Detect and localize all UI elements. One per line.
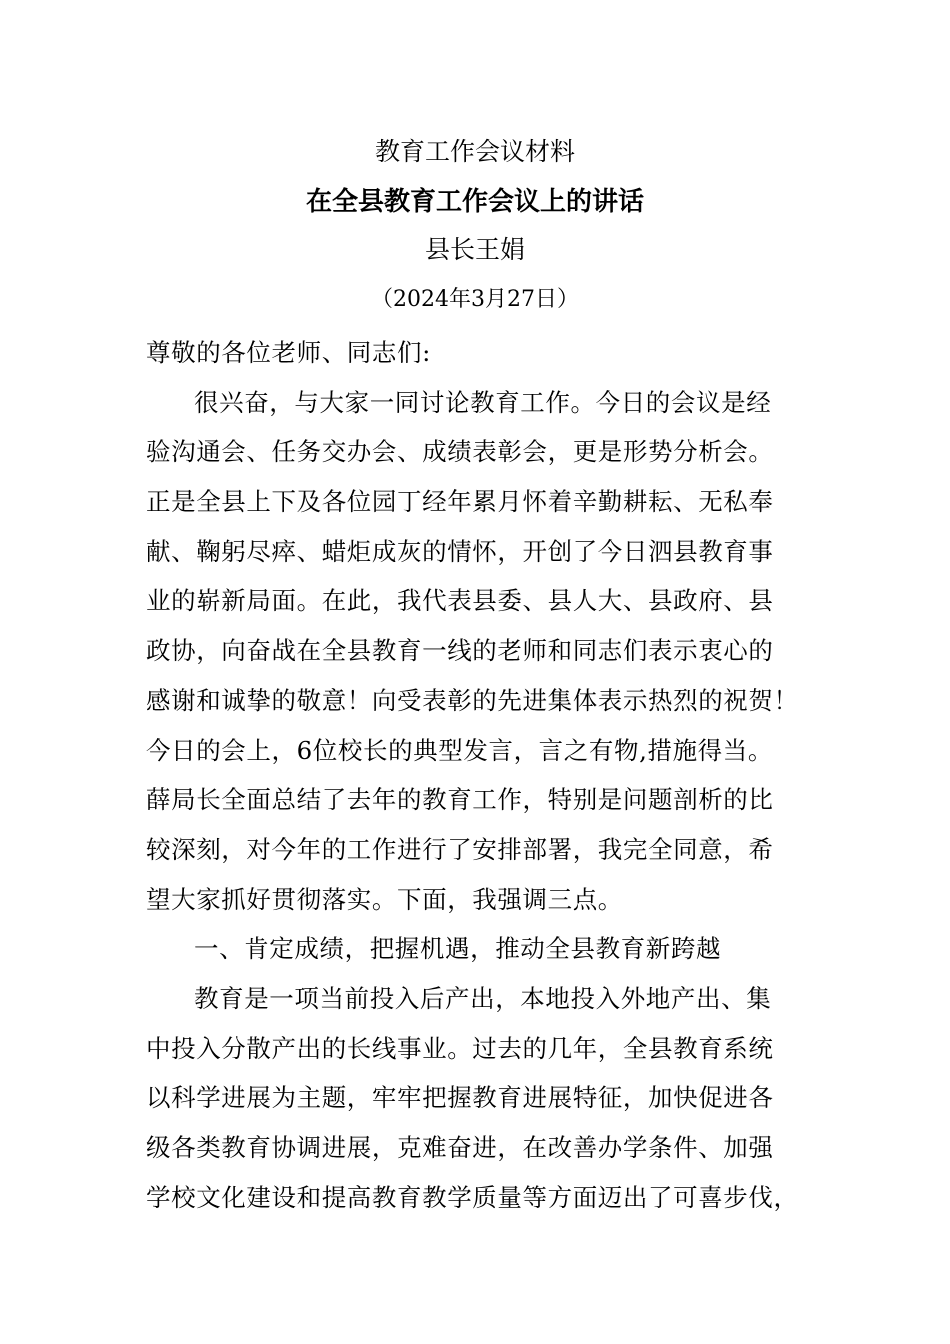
speaker-line: 县长王娟 — [424, 235, 525, 264]
body-line: 学校文化建设和提高教育教学质量等方面迈出了可喜步伐， — [146, 1182, 799, 1212]
date-line: （2024年3月27日） — [371, 287, 579, 312]
body-line: 教育是一项当前投入后产出，本地投入外地产出、集 — [194, 983, 772, 1013]
body-line: 很兴奋，与大家一同讨论教育工作。今日的会议是经 — [194, 387, 772, 417]
speech-body — [146, 328, 806, 1222]
body-line: 中投入分散产出的长线事业。过去的几年，全县教育系统 — [146, 1033, 774, 1063]
body-line: 正是全县上下及各位园丁经年累月怀着辛勤耕耘、无私奉 — [146, 487, 774, 517]
body-line: 政协，向奋战在全县教育一线的老师和同志们表示衷心的 — [146, 636, 774, 666]
body-line: 验沟通会、任务交办会、成绩表彰会，更是形势分析会。 — [146, 437, 774, 467]
body-line: 薛局长全面总结了去年的教育工作，特别是问题剖析的比 — [146, 785, 774, 815]
body-line: 级各类教育协调进展，克难奋进，在改善办学条件、加强 — [146, 1133, 774, 1162]
body-line: 较深刻，对今年的工作进行了安排部署，我完全同意，希 — [146, 834, 774, 864]
body-line: 业的崭新局面。在此，我代表县委、县人大、县政府、县 — [146, 586, 774, 616]
document-header-label: 教育工作会议材料 — [374, 137, 575, 166]
document-title: 在全县教育工作会议上的讲话 — [305, 187, 644, 217]
body-line: 今日的会上，6位校长的典型发言，言之有物,措施得当。 — [146, 735, 773, 765]
salutation-line: 尊敬的各位老师、同志们: — [146, 338, 431, 367]
body-line: 望大家抓好贯彻落实。下面，我强调三点。 — [146, 884, 623, 914]
body-line: 献、鞠躬尽瘁、蜡炬成灰的情怀，开创了今日泗县教育事 — [146, 536, 774, 566]
body-line: 以科学进展为主题，牢牢把握教育进展特征，加快促进各 — [146, 1083, 774, 1113]
body-line: 感谢和诚挚的敬意！向受表彰的先进集体表示热烈的祝贺！ — [146, 685, 799, 715]
section-heading: 一、肯定成绩，把握机遇，推动全县教育新跨越 — [194, 934, 722, 964]
